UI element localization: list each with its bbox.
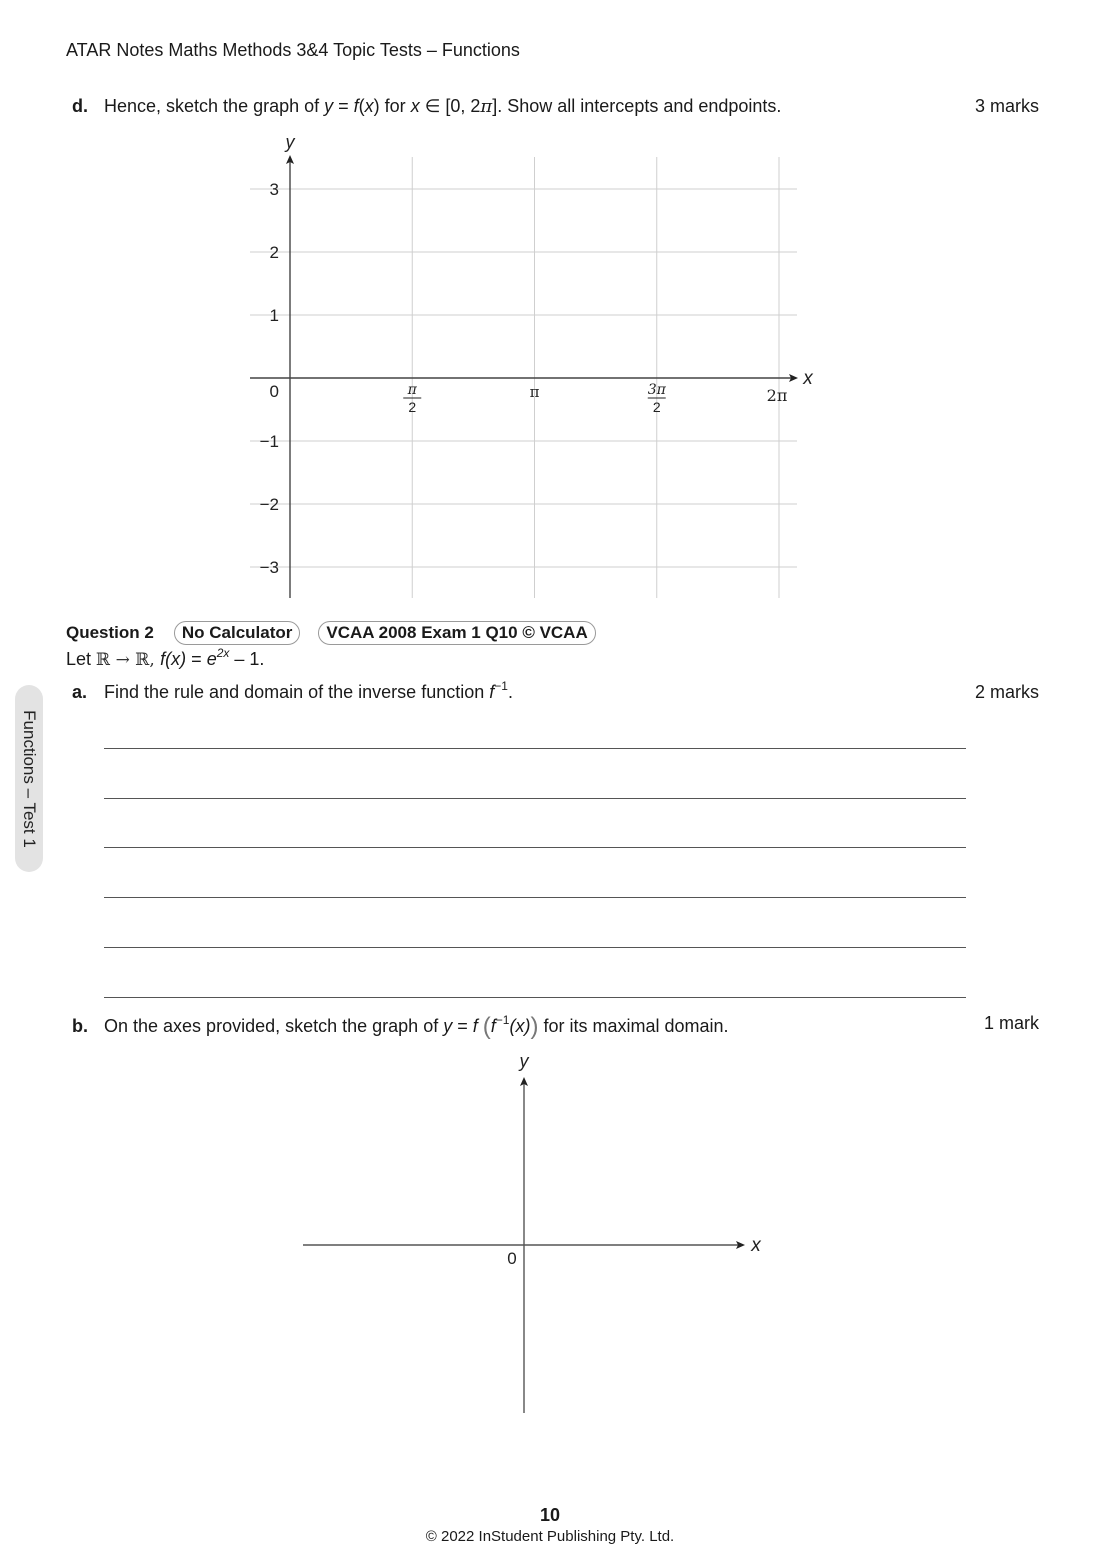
math-tail: – 1. <box>229 649 265 669</box>
math-superscript: −1 <box>494 679 508 693</box>
source-badge: VCAA 2008 Exam 1 Q10 © VCAA <box>318 621 595 645</box>
marks-part-b: 1 mark <box>983 1013 1039 1033</box>
part-text: Hence, sketch the graph of <box>104 96 325 116</box>
marks-part-d: 3 marks <box>974 96 1039 116</box>
x-tick-denominator: 2 <box>652 399 661 415</box>
function-definition <box>66 646 265 670</box>
answer-line[interactable] <box>104 997 966 998</box>
math-var: x <box>364 96 374 116</box>
y-tick-label: 0 <box>269 382 279 401</box>
math-func: f <box>489 682 495 702</box>
math-paren: ) <box>530 1013 539 1040</box>
question-part-a <box>72 679 513 703</box>
question-part-b <box>72 1013 729 1041</box>
math-func: f <box>490 1016 496 1036</box>
math-superscript: −1 <box>495 1013 510 1027</box>
copyright: © 2022 InStudent Publishing Pty. Ltd. <box>425 1528 675 1545</box>
y-tick-label: 1 <box>269 306 279 325</box>
math-arg: (x) <box>509 1016 531 1036</box>
math-paren: ) <box>373 96 380 116</box>
y-axis-label: y <box>519 1051 529 1071</box>
math-exponent: 2x <box>216 646 230 660</box>
no-calculator-badge: No Calculator <box>174 621 301 645</box>
side-section-tab <box>15 685 43 872</box>
math-var: y <box>443 1016 453 1036</box>
part-letter: a. <box>72 682 88 702</box>
answer-line[interactable] <box>104 798 966 799</box>
x-axis-label: x <box>803 368 813 389</box>
part-text: for its maximal domain. <box>538 1016 729 1036</box>
part-text: Find the rule and domain of the inverse function <box>104 682 490 702</box>
math-pi: π <box>480 96 493 117</box>
origin-label: 0 <box>507 1249 517 1268</box>
math-arg: (x) <box>165 649 187 669</box>
math-var: x <box>410 96 420 116</box>
punctuation: . <box>507 682 513 702</box>
y-axis-label: y <box>285 132 295 152</box>
y-tick-label: −1 <box>259 432 279 451</box>
math-interval: ∈ [0, 2 <box>419 96 481 116</box>
x-tick-numerator: π <box>407 382 417 398</box>
let-text: Let <box>66 649 97 669</box>
graph-grid-part-d <box>0 0 1100 620</box>
answer-line[interactable] <box>104 748 966 749</box>
y-tick-label: −3 <box>259 558 279 577</box>
math-eq: = <box>333 96 354 116</box>
answer-line[interactable] <box>104 847 966 848</box>
math-eq: = <box>186 649 207 669</box>
x-tick-label: 2π <box>766 386 788 405</box>
question-2-header <box>66 621 596 645</box>
part-text: On the axes provided, sketch the graph of <box>104 1016 444 1036</box>
x-tick-numerator: 3π <box>647 382 666 398</box>
marks-part-a: 2 marks <box>974 682 1039 702</box>
x-axis-label: x <box>751 1235 761 1256</box>
y-tick-label: 2 <box>269 243 279 262</box>
answer-line[interactable] <box>104 947 966 948</box>
math-func: f <box>472 1016 478 1036</box>
math-paren: ( <box>482 1013 491 1040</box>
x-tick-label: π <box>529 383 540 401</box>
y-tick-label: −2 <box>259 495 279 514</box>
domain-map: ℝ → ℝ, <box>96 650 161 670</box>
question-title: Question 2 <box>66 623 154 642</box>
part-text: ]. Show all intercepts and endpoints. <box>492 96 782 116</box>
x-tick-labels <box>403 382 787 415</box>
x-tick-denominator: 2 <box>408 399 417 415</box>
answer-line[interactable] <box>104 897 966 898</box>
part-letter: d. <box>72 96 88 116</box>
math-func: f <box>160 649 166 669</box>
side-tab-label: Functions – Test 1 <box>20 709 39 848</box>
math-eq: = <box>452 1016 473 1036</box>
math-paren: ( <box>358 96 365 116</box>
math-func: f <box>353 96 359 116</box>
math-var: y <box>324 96 334 116</box>
math-e: e <box>206 649 217 669</box>
y-tick-label: 3 <box>269 180 279 199</box>
part-letter: b. <box>72 1016 88 1036</box>
axes-part-b <box>280 1040 800 1430</box>
page-number: 10 <box>539 1505 561 1525</box>
part-text: for <box>379 96 411 116</box>
axes <box>250 155 798 598</box>
running-header: ATAR Notes Maths Methods 3&4 Topic Tests – Functions <box>66 40 520 60</box>
